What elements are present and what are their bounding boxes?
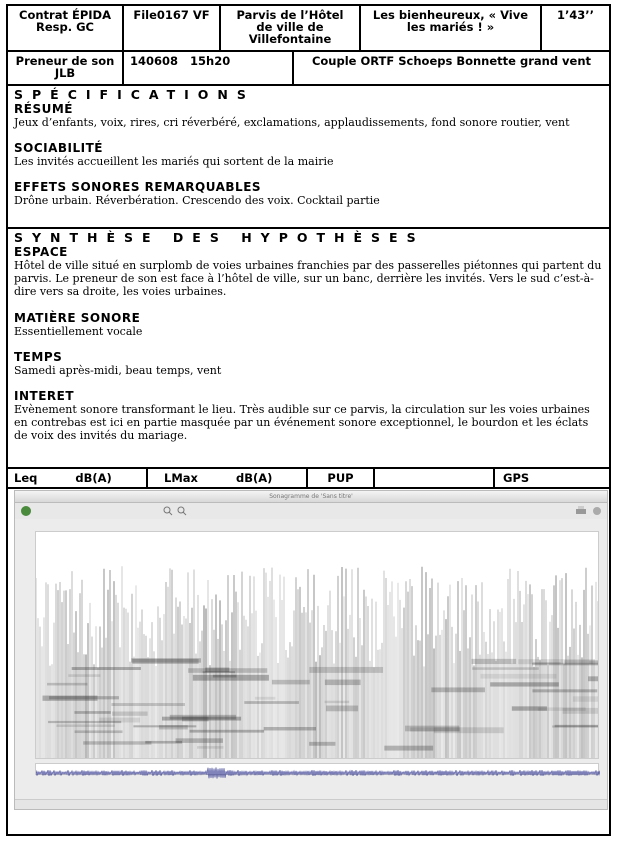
duration-cell: [542, 6, 609, 50]
zoom-in-icon[interactable]: [163, 506, 173, 516]
lmax-unit: dB(A): [235, 471, 273, 485]
temps-text: Samedi après-midi, beau temps, vent: [14, 363, 222, 377]
sociabilite-heading: SOCIABILITÉ: [14, 141, 104, 156]
effets-heading: EFFETS SONORES REMARQUABLES: [14, 180, 262, 195]
header-row: [8, 6, 609, 52]
lmax-cell: [148, 469, 308, 487]
spectrogram-window: [14, 490, 608, 810]
equipment-cell: [294, 52, 609, 84]
spectrogram-toolbar: [15, 503, 607, 519]
gps-cell: [495, 469, 609, 487]
recording-title: Les bienheureux, « Vive les mariés ! »: [372, 8, 529, 34]
matiere-heading: MATIÈRE SONORE: [14, 310, 141, 325]
spectrogram-plot: [35, 531, 599, 759]
resume-text: Jeux d’enfants, voix, rires, cri réverbéré, exclamations, applaudissements, fond sonore routier, vent: [14, 116, 570, 129]
leq-cell: [8, 469, 148, 487]
spectrogram-window-title: Sonagramme de 'Sans titre': [15, 491, 607, 503]
spectrogram-statusbar: [15, 799, 607, 809]
interet-text: Evènement sonore transformant le lieu. Très audible sur ce parvis, la circulation sur les voies urbaines en contrebas est ici en partie masquée par un événement sonore exceptionnel, le bourdon et les éclats de voix des invités du mariage.: [14, 403, 590, 443]
print-icon[interactable]: [575, 506, 587, 516]
contract-cell: [8, 6, 124, 50]
leq-label: Leq: [14, 471, 38, 485]
espace-heading: ESPACE: [14, 245, 68, 259]
contract-label: Contrat ÉPIDA: [19, 8, 111, 22]
sociabilite-text: Les invités accueillent les mariés qui sortent de la mairie: [14, 155, 334, 169]
espace-text: Hôtel de ville situé en surplomb de voies urbaines franchies par des passerelles piétonnes qui partent du parvis. Le preneur de son est face à l’hôtel de ville, sur un banc, derrière les invités. Vers le sud c’est-à-dire vers sa droite, les voies urbaines.: [14, 259, 602, 299]
file-name: File0167 VF: [133, 8, 210, 22]
title-cell: [361, 6, 542, 50]
leq-unit: dB(A): [75, 471, 112, 485]
zoom-out-icon[interactable]: [177, 506, 187, 516]
lmax-label: LMax: [164, 471, 198, 485]
play-icon[interactable]: [21, 506, 31, 516]
interet-heading: INTERET: [14, 389, 75, 404]
resp-label: Resp. GC: [36, 20, 94, 34]
taker-cell: [8, 52, 124, 84]
gps-label: GPS: [503, 471, 530, 485]
effets-text: Drône urbain. Réverbération. Crescendo des voix. Cocktail partie: [14, 194, 380, 208]
specifications-section: [8, 86, 609, 229]
synthese-section: [8, 229, 609, 469]
waveform-image: [36, 767, 600, 779]
recording-row: [8, 52, 609, 86]
place-cell: [221, 6, 361, 50]
temps-heading: TEMPS: [14, 349, 63, 364]
taker-label: Preneur de son: [15, 54, 115, 68]
file-cell: [124, 6, 221, 50]
synthese-title: SYNTHÈSE DES HYPOTHÈSES: [14, 230, 425, 245]
waveform: [35, 763, 599, 775]
settings-icon[interactable]: [592, 506, 602, 516]
blank-cell: [375, 469, 495, 487]
date-cell: [124, 52, 294, 84]
matiere-text: Essentiellement vocale: [14, 324, 143, 338]
spectrogram-image: [36, 532, 599, 759]
duration: 1’43’’: [556, 8, 595, 22]
date-time: 140608 15h20: [130, 54, 231, 68]
taker-name: JLB: [54, 66, 76, 80]
pup-cell: [308, 469, 375, 487]
resume-heading: RÉSUMÉ: [14, 102, 73, 116]
measures-row: [8, 469, 609, 489]
pup-label: PUP: [327, 471, 354, 485]
specifications-title: SPÉCIFICATIONS: [14, 87, 255, 102]
place-name: Parvis de l’Hôtel de ville de Villefontaine: [236, 8, 344, 46]
equipment: Couple ORTF Schoeps Bonnette grand vent: [311, 54, 592, 68]
sound-sheet: [6, 4, 611, 836]
